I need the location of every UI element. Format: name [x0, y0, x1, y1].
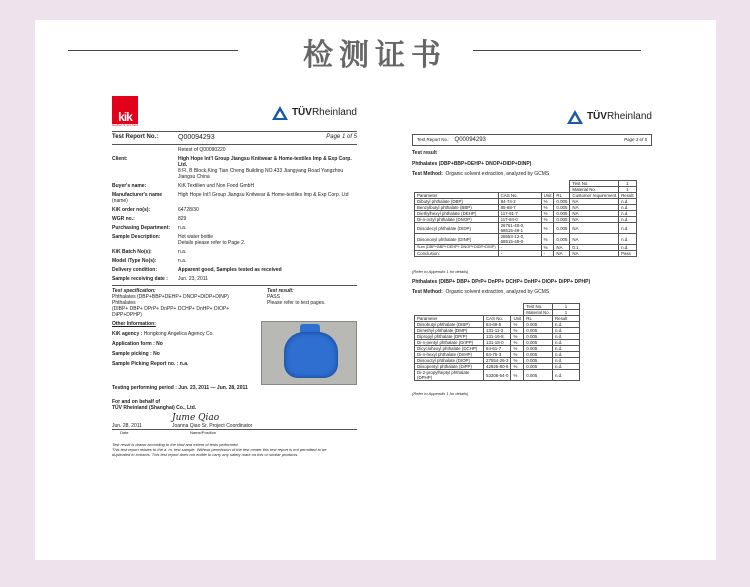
signer: Joanna Qiao Sr. Project Coordinator: [172, 423, 253, 429]
delivery: Apparent good, Samples tested as received: [178, 267, 282, 273]
table-row: Dicyclohexyl phthalate (DCHP) 84-61-7 % 0.005 n.d.: [415, 346, 580, 352]
sign-date: Jun. 28, 2011: [112, 423, 142, 429]
table-row: Diisobutyl phthalate (DIBP) 84-69-5 % 0.005 n.d.: [415, 322, 580, 328]
report-no-label: Test Report No.:: [112, 134, 159, 140]
page-title: 检测证书: [303, 38, 447, 73]
sample-picking: Sample picking : No: [112, 351, 160, 357]
table-row: Diisooctyl phthalate (DIOP) 27554-26-3 % 0.005 n.d.: [415, 358, 580, 364]
wgr: 829: [178, 216, 187, 222]
application-form: Application form : No: [112, 341, 163, 347]
tuv-logo-right: TÜVRheinland: [567, 110, 652, 124]
client-name: High Hope Int'l Group Jiangsu Knitwear & Home-textiles Imp & Exp Corp. Ltd.: [178, 156, 352, 168]
result-title: Test result:: [267, 288, 294, 294]
table-row: Di-n-octyl phthalate (DNOP) 117-84-0 % 0.005 NA n.d.: [415, 217, 637, 223]
tuv-logo: TÜVRheinland: [272, 106, 357, 120]
kik-logo: kik textilien & non-food: [112, 96, 138, 127]
client-label: Client:: [112, 156, 128, 162]
left-report: kik textilien & non-food TÜVRheinland Test Report No.: Q00094293 Page 1 of 5 Retest of Q00090220 Client: High Hope Int'l Group Jiangsu Knitwear & Home-textiles Imp & Exp Corp. Ltd. 8 Fl, B Block,King Tian Cheng Building NO.433 Jiangyang Road Yangzhou Jiangsu China Buyer's name: KiK Textilien und Non Food GmbH Manufacturer's name (name) High Hope Int'l Group Jiangsu Knitwear & Home-textiles Imp & Exp Corp. Ltd KiK order no(s): 64728/30 WGR no.: 829 Purchasing Department: n.a. Sample Description: Hot water bottle Details please refer to Page 2. KiK Batch No(s): n.a. Model /Type No(s): n.a. Delivery condition: Apparent good, Samples tested as received Sample receiving date : Jun. 23, 2011 Test specification: Phthalates (DBP+BBP+DEHP+ DNOP+DIDP+DINP) Phthalates (DIBP+ DBP+ DPrP+ DnPP+ DCHP+ DnHP+ DIOP+ DiPP+DPHP) Test result: PASS Please refer to test pages. Other Information: KiK agency : Hongkong Angelica Agency Co. Application form : No Sample picking : No Sample Picking Report no. : n.a. Testing performing period : Jun. 23, 2011 — Jun. 28, 2011 For and on behalf of TÜV Rheinland (Shanghai) Co., Ltd. Jume Qiao Jun. 28, 2011 Joanna Qiao Sr. Project Coordinator Date Name/Position Test result is drawn according to the kind and extent of tests performed. This test report relates to the a. m. test sample. Without permission of the test center this test report is not permitted to be duplicated in extracts. This test report does not entitle to carry any safety mark on this or similar products.: [112, 96, 357, 491]
right-report: TÜVRheinland Test Report No.: Q00094293 Page 3 of 5 Test result Phthalates (DBP+BBP+DEHP+ DNOP+DIDP+DINP) Test Method: Organic solvent extraction, analyzed by GCMS Test No. 1 Material No. 1 Parameter CAS No. Unit RL Customer requirement Result Dibutyl phthalate (DBP) 84-74-2 % 0.005 NA n.d. Benzylbutyl phthalate (BBP) 85-68-7 % 0.005 NA n.d. Diethylhexyl phthalate (DEHP) 117-81-7 % 0.005 NA n.d. Di-n-octyl phthalate (DNOP) 117-84-0 % 0.005 NA n.d. Diisodecyl phthalate (DIDP) 26761-40-0, 68515-49-1 % 0.005 NA n.d. Diisononyl phthalate (DINP) 28553-12-0, 68515-48-0 % 0.005 NA n.d. Sum (DBP+BBP+DEHP+ DNOP+DIDP+DINP) - % NA 0.1 n.d. Conclusion: - - NA NA Pass (Refer to Appendix 1 for details) Phthalates (DIBP+ DBP+ DPrP+ DnPP+ DCHP+ DnHP+ DIOP+ DiPP+ DPHP) Test Method: Organic solvent extraction, analyzed by GCMS Test No. 1 Material No. 1 Parameter CAS No. Unit RL Result Diisobutyl phthalate (DIBP) 84-69-5 % 0.005 n.d. Dimethyl phthalate (DMP) 131-11-3 % 0.005 n.d. Dipropyl phthalate (DPrP) 131-16-8 % 0.005 n.d. Di-n-pentyl phthalate (DnPP) 131-18-0 % 0.005 n.d. Dicyclohexyl phthalate (DCHP) 84-61-7 % 0.005 n.d. Di-n-hexyl phthalate (DnHP) 84-75-3 % 0.005 n.d. Diisooctyl phthalate (DIOP) 27554-26-3 % 0.005 n.d. Diisopentyl phthalate (DiPP) 42925-80-6 % 0.005 n.d. Di-2-propylheptyl phthalate (DPHP) 53306-54-0 % 0.005 n.d. (Refer to Appendix 1 for details): [412, 111, 652, 396]
table-row: Dibutyl phthalate (DBP) 84-74-2 % 0.005 NA n.d.: [415, 199, 637, 205]
table-row: Diisononyl phthalate (DINP) 28553-12-0, 68515-48-0 % 0.005 NA n.d.: [415, 234, 637, 245]
phthalates-table-1: Test No. 1 Material No. 1 Parameter CAS No. Unit RL Customer requirement Result Dibutyl phthalate (DBP) 84-74-2 % 0.005 NA n.d. Benzylbutyl phthalate (BBP) 85-68-7 % 0.005 NA n.d. Diethylhexyl phthalate (DEHP) 117-81-7 % 0.005 NA n.d. Di-n-octyl phthalate (DNOP) 117-84-0 % 0.005 NA n.d. Diisodecyl phthalate (DIDP) 26761-40-0, 68515-49-1 % 0.005 NA n.d. Diisononyl phthalate (DINP) 28553-12-0, 68515-48-0 % 0.005 NA n.d. Sum (DBP+BBP+DEHP+ DNOP+DIDP+DINP) - % NA 0.1 n.d. Conclusion: - - NA NA Pass: [414, 180, 637, 257]
signature: Jume Qiao: [172, 413, 220, 423]
table-row: Sum (DBP+BBP+DEHP+ DNOP+DIDP+DINP) - % NA 0.1 n.d.: [415, 245, 637, 251]
tuv-triangle-icon: [272, 106, 288, 120]
table-row: Di-2-propylheptyl phthalate (DPHP) 53306-54-0 % 0.005 n.d.: [415, 370, 580, 381]
report-no-box: Test Report No.: Q00094293 Page 3 of 5: [412, 134, 652, 146]
purchasing: n.a.: [178, 225, 187, 231]
table-row: Di-n-pentyl phthalate (DnPP) 131-18-0 % 0.005 n.d.: [415, 340, 580, 346]
spec-title: Test specification:: [112, 288, 156, 294]
sample-1: Hot water bottle: [178, 234, 214, 240]
page-number: Page 1 of 5: [326, 134, 357, 140]
sample-picking-report: Sample Picking Report no. : n.a.: [112, 361, 189, 367]
manufacturer: High Hope Int'l Group Jiangsu Knitwear & Home-textiles Imp & Exp Corp. Ltd: [178, 192, 349, 198]
kik-order: 64728/30: [178, 207, 199, 213]
testing-period: Testing performing period : Jun. 23, 2011 — Jun. 28, 2011: [112, 385, 248, 391]
section1-title: Phthalates (DBP+BBP+DEHP+ DNOP+DIDP+DINP): [412, 161, 532, 167]
table-row: Diisopentyl phthalate (DiPP) 42925-80-6 % 0.005 n.d.: [415, 364, 580, 370]
buyer: KiK Textilien und Non Food GmbH: [178, 183, 255, 189]
table-row: Dipropyl phthalate (DPrP) 131-16-8 % 0.005 n.d.: [415, 334, 580, 340]
table-row: Di-n-hexyl phthalate (DnHP) 84-75-3 % 0.005 n.d.: [415, 352, 580, 358]
batch: n.a.: [178, 249, 187, 255]
phthalates-table-2: Test No. 1 Material No. 1 Parameter CAS No. Unit RL Result Diisobutyl phthalate (DIBP) 84-69-5 % 0.005 n.d. Dimethyl phthalate (DMP) 131-11-3 % 0.005 n.d. Dipropyl phthalate (DPrP) 131-16-8 % 0.005 n.d. Di-n-pentyl phthalate (DnPP) 131-18-0 % 0.005 n.d. Dicyclohexyl phthalate (DCHP) 84-61-7 % 0.005 n.d. Di-n-hexyl phthalate (DnHP) 84-75-3 % 0.005 n.d. Diisooctyl phthalate (DIOP) 27554-26-3 % 0.005 n.d. Diisopentyl phthalate (DiPP) 42925-80-6 % 0.005 n.d. Di-2-propylheptyl phthalate (DPHP) 53306-54-0 % 0.005 n.d.: [414, 303, 580, 381]
retest: Retest of Q00090220: [178, 147, 226, 153]
model: n.a.: [178, 258, 187, 264]
sample-2: Details please refer to Page 2.: [178, 240, 246, 246]
table-row: Benzylbutyl phthalate (BBP) 85-68-7 % 0.005 NA n.d.: [415, 205, 637, 211]
result-pass: PASS: [267, 294, 280, 300]
table-row: Dimethyl phthalate (DMP) 131-11-3 % 0.005 n.d.: [415, 328, 580, 334]
report-no: Q00094293: [178, 134, 215, 141]
table-row: Conclusion: - - NA NA Pass: [415, 251, 637, 257]
table-row: Diisodecyl phthalate (DIDP) 26761-40-0, 68515-49-1 % 0.005 NA n.d.: [415, 223, 637, 234]
client-address: 8 Fl, B Block,King Tian Cheng Building NO.433 Jiangyang Road Yangzhou Jiangsu China: [178, 168, 344, 180]
table-row: Diethylhexyl phthalate (DEHP) 117-81-7 % 0.005 NA n.d.: [415, 211, 637, 217]
section2-title: Phthalates (DIBP+ DBP+ DPrP+ DnPP+ DCHP+ DnHP+ DIOP+ DiPP+ DPHP): [412, 279, 591, 285]
hot-water-bottle-photo: [261, 321, 357, 385]
other-info: Other Information:: [112, 321, 156, 327]
tuv-triangle-icon: [567, 110, 583, 124]
received-date: Jun. 23, 2011: [178, 276, 208, 282]
